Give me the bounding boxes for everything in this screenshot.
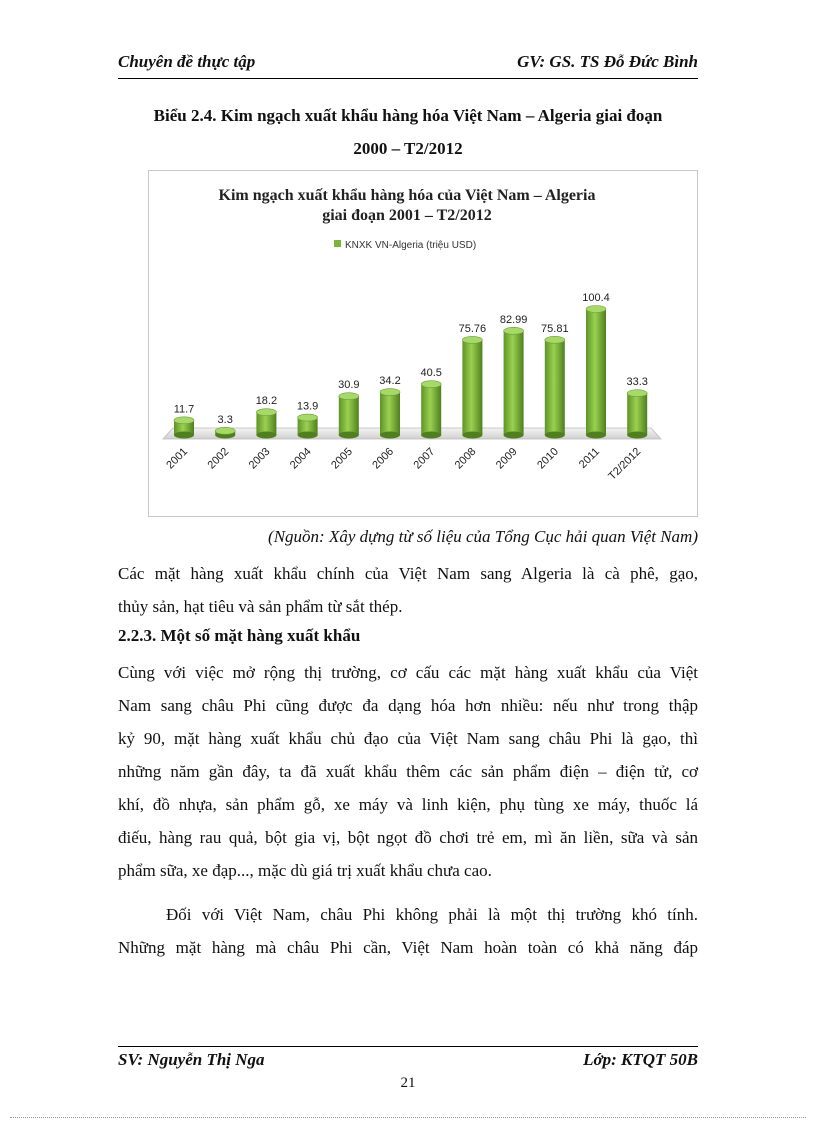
chart-bars bbox=[164, 292, 648, 483]
paragraph-1 bbox=[118, 557, 698, 623]
chart-bar bbox=[174, 417, 194, 439]
chart-data-label: 11.7 bbox=[173, 403, 195, 416]
legend-swatch bbox=[334, 240, 341, 247]
text-line: Những mặt hàng mà châu Phi cần, Việt Nam hoàn toàn có khả năng đáp bbox=[118, 938, 698, 957]
text-line: Các mặt hàng xuất khẩu chính của Việt Nam sang Algeria là cà phê, gạo, bbox=[118, 564, 698, 583]
chart-data-label: 18.2 bbox=[255, 395, 278, 408]
text-line: Đối với Việt Nam, châu Phi không phải là một thị trường khó tính. bbox=[166, 905, 698, 924]
page-edge-dotted-line bbox=[10, 1117, 806, 1118]
text-line: thủy sản, hạt tiêu và sản phẩm từ sắt thép. bbox=[118, 597, 403, 616]
text-line: kỷ 90, mặt hàng xuất khẩu chủ đạo của Việt Nam sang châu Phi là gạo, thì bbox=[118, 729, 698, 748]
footer-right: Lớp: KTQT 50B bbox=[583, 1050, 698, 1069]
chart-data-label: 100.4 bbox=[582, 292, 610, 304]
chart-bar bbox=[339, 393, 359, 439]
figure-caption-line1: Biểu 2.4. Kim ngạch xuất khẩu hàng hóa Việt Nam – Algeria giai đoạn bbox=[153, 106, 663, 125]
paragraph-3 bbox=[118, 898, 698, 964]
chart-title-line1: Kim ngạch xuất khẩu hàng hóa của Việt Nam – Algeria bbox=[218, 187, 596, 204]
chart-data-label: 40.5 bbox=[420, 367, 442, 380]
chart-legend: KNXK VN-Algeria (triệu USD) bbox=[345, 240, 477, 251]
page-number: 21 bbox=[400, 1075, 416, 1091]
text-line: phẩm sữa, xe đạp..., mặc dù giá trị xuất khẩu chưa cao. bbox=[118, 861, 492, 880]
chart-container bbox=[148, 170, 698, 517]
chart-bar bbox=[256, 409, 276, 439]
chart-x-tick-label: 2002 bbox=[205, 445, 232, 472]
chart-x-tick-label: 2004 bbox=[287, 445, 314, 472]
chart-bar bbox=[421, 381, 441, 439]
chart-data-label: 13.9 bbox=[296, 400, 319, 413]
chart-x-tick-label: 2011 bbox=[576, 445, 603, 471]
chart-data-label: 33.3 bbox=[626, 376, 648, 389]
text-line: điếu, hàng rau quả, bột gia vị, bột ngọt đồ chơi trẻ em, mì ăn liền, sữa và sản bbox=[118, 828, 698, 847]
chart-title-line2: giai đoạn 2001 – T2/2012 bbox=[322, 207, 492, 224]
text-line: Cùng với việc mở rộng thị trường, cơ cấu các mặt hàng xuất khẩu của Việt bbox=[118, 663, 698, 682]
export-chart bbox=[149, 171, 697, 516]
chart-bar bbox=[215, 427, 235, 438]
text-line: khí, đồ nhựa, sản phẩm gỗ, xe máy và linh kiện, phụ tùng xe máy, thuốc lá bbox=[118, 795, 698, 814]
chart-bar bbox=[504, 327, 524, 438]
chart-x-tick-label: 2010 bbox=[535, 445, 561, 472]
footer-left: SV: Nguyễn Thị Nga bbox=[118, 1050, 265, 1069]
chart-bar bbox=[545, 336, 565, 438]
chart-x-tick-label: 2008 bbox=[452, 445, 479, 472]
chart-x-tick-label: 2009 bbox=[493, 445, 520, 472]
text-line: những năm gần đây, ta đã xuất khẩu thêm các sản phẩm điện – điện tử, cơ bbox=[118, 762, 698, 781]
chart-x-tick-label: 2005 bbox=[329, 445, 355, 472]
chart-bar bbox=[462, 336, 482, 438]
chart-data-label: 30.9 bbox=[338, 379, 360, 392]
page-footer bbox=[118, 1050, 698, 1076]
chart-bar bbox=[586, 306, 606, 439]
chart-x-tick-label: 2006 bbox=[370, 445, 397, 472]
chart-data-label: 75.81 bbox=[541, 322, 569, 335]
header-left: Chuyên đề thực tập bbox=[118, 52, 256, 71]
source-note: (Nguồn: Xây dựng từ số liệu của Tổng Cục hải quan Việt Nam) bbox=[268, 527, 698, 546]
chart-data-label: 34.2 bbox=[379, 375, 401, 388]
chart-bar bbox=[380, 389, 400, 439]
figure-caption-line2: 2000 – T2/2012 bbox=[353, 139, 463, 158]
header-rule bbox=[118, 78, 698, 79]
chart-x-tick-label: 2007 bbox=[411, 445, 438, 472]
chart-x-tick-label: 2001 bbox=[164, 445, 191, 472]
chart-x-tick-label: 2003 bbox=[246, 445, 273, 472]
text-line: Nam sang châu Phi cũng được đa dạng hóa hơn nhiều: nếu như trong thập bbox=[118, 696, 698, 715]
footer-rule bbox=[118, 1046, 698, 1047]
chart-data-label: 3.3 bbox=[217, 413, 233, 426]
paragraph-2 bbox=[118, 656, 698, 887]
section-heading: 2.2.3. Một số mặt hàng xuất khẩu bbox=[118, 626, 361, 645]
header-right: GV: GS. TS Đỗ Đức Bình bbox=[517, 52, 698, 71]
chart-x-tick-label: T2/2012 bbox=[606, 445, 644, 483]
chart-bar bbox=[627, 390, 647, 439]
chart-data-label: 82.99 bbox=[499, 313, 528, 326]
page-header bbox=[118, 50, 698, 78]
chart-bar bbox=[298, 414, 318, 438]
chart-data-label: 75.76 bbox=[458, 322, 487, 335]
